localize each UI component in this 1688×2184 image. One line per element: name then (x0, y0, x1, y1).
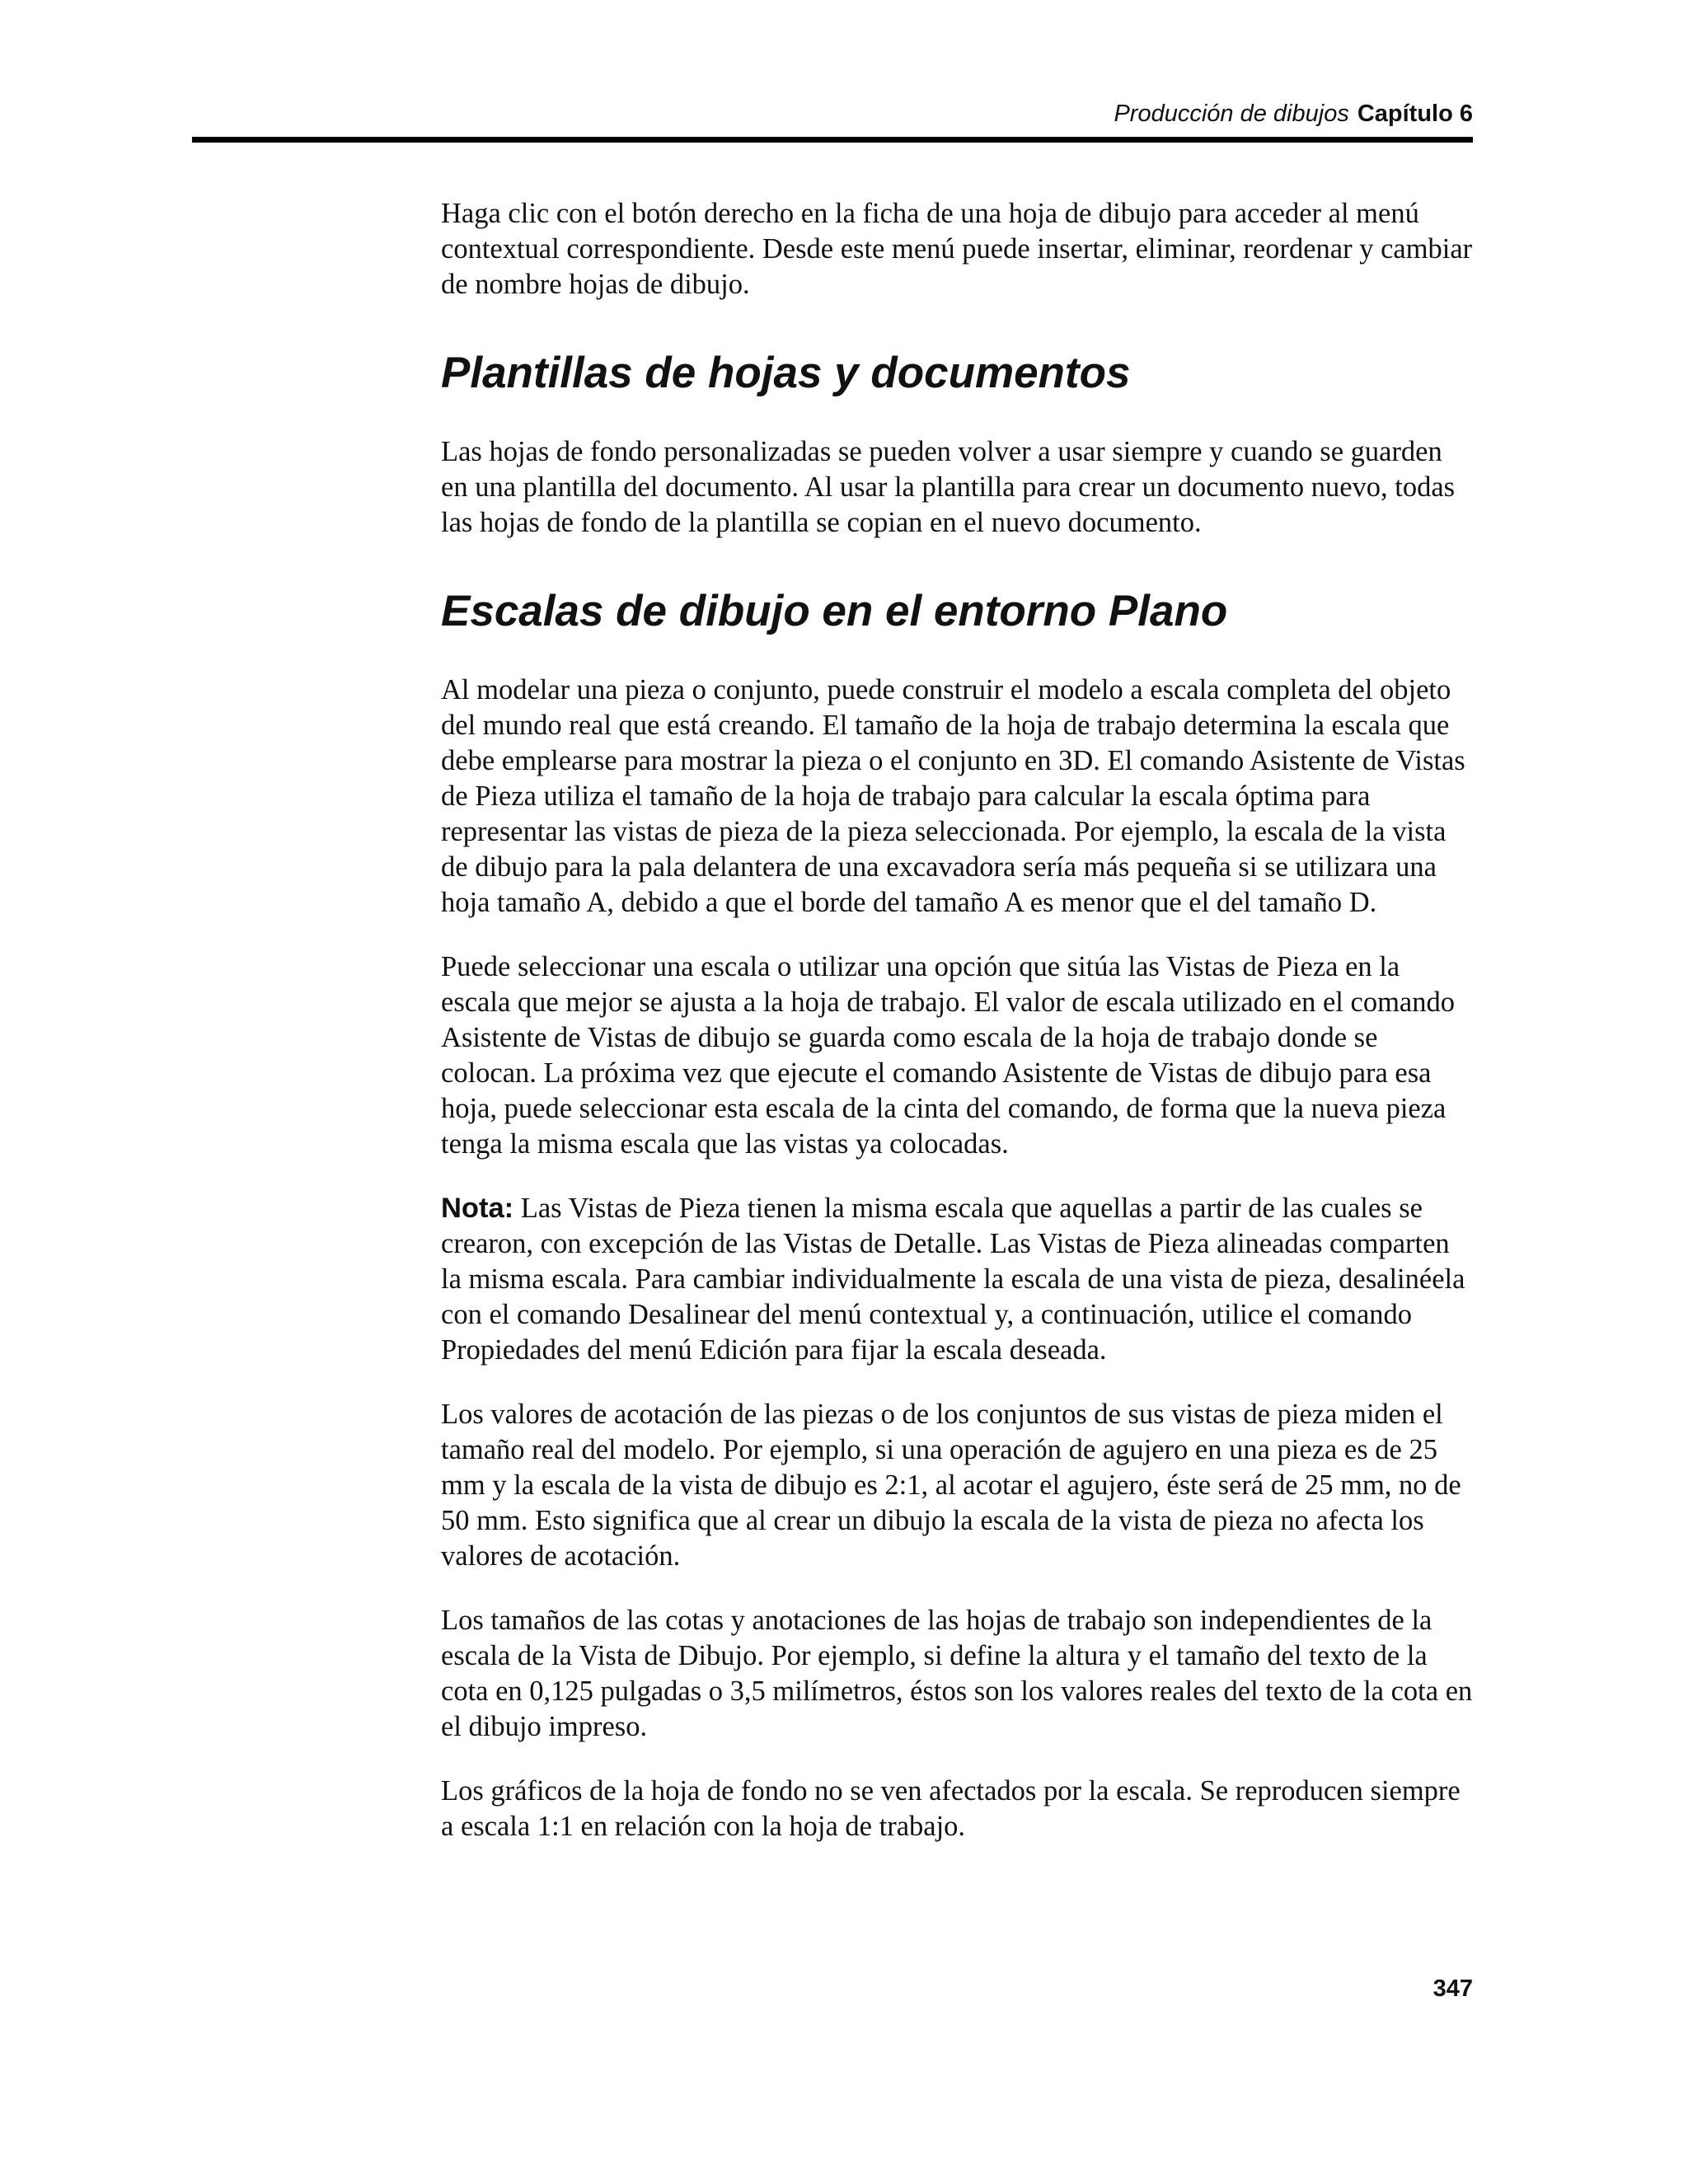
page-body (441, 196, 1473, 1873)
scales-paragraph-4: Los tamaños de las cotas y anotaciones de las hojas de trabajo son independientes de la escala de la Vista de Dibujo. Por ejemplo, si define la altura y el tamaño del texto de la cota en 0,125 pulgadas o 3,5 milímetros, éstos son los valores reales del texto de la cota en el dibujo impreso. (441, 1605, 1473, 1742)
section-heading-scales: Escalas de dibujo en el entorno Plano (441, 587, 1228, 635)
note-text: Las Vistas de Pieza tienen la misma escala que aquellas a partir de las cuales se crearon, con excepción de las Vistas de Detalle. Las Vistas de Pieza alineadas comparten la misma escala. Para cambiar individualmente la escala de una vista de pieza, desalinéela con el comando Desalinear del menú contextual y, a continuación, utilice el comando Propiedades del menú Edición para fijar la escala deseada. (441, 1193, 1465, 1366)
note-label: Nota: (441, 1193, 514, 1224)
note-paragraph (441, 1191, 1473, 1368)
running-header (192, 97, 1473, 140)
header-rule (192, 137, 1473, 143)
scales-paragraph-2: Puede seleccionar una escala o utilizar una opción que sitúa las Vistas de Pieza en la escala que mejor se ajusta a la hoja de trabajo. El valor de escala utilizado en el comando Asistente de Vistas de dibujo se guarda como escala de la hoja de trabajo donde se colocan. La próxima vez que ejecute el comando Asistente de Vistas de dibujo para esa hoja, puede seleccionar esta escala de la cinta del comando, de forma que la nueva pieza tenga la misma escala que las vistas ya colocadas. (441, 951, 1455, 1160)
header-section-title: Producción de dibujos (1114, 101, 1349, 127)
header-chapter-label: Capítulo 6 (1357, 101, 1473, 127)
section-heading-templates: Plantillas de hojas y documentos (441, 349, 1131, 397)
templates-paragraph: Las hojas de fondo personalizadas se pueden volver a usar siempre y cuando se guarden en una plantilla del documento. Al usar la plantilla para crear un documento nuevo, todas las hojas de fondo de la plantilla se copian en el nuevo documento. (441, 436, 1456, 538)
scales-paragraph-3: Los valores de acotación de las piezas o de los conjuntos de sus vistas de pieza miden el tamaño real del modelo. Por ejemplo, si una operación de agujero en una pieza es de 25 mm y la escala de la vista de dibujo es 2:1, al acotar el agujero, éste será de 25 mm, no de 50 mm. Esto significa que al crear un dibujo la escala de la vista de pieza no afecta los valores de acotación. (441, 1399, 1461, 1572)
intro-paragraph: Haga clic con el botón derecho en la ficha de una hoja de dibujo para acceder al menú contextual correspondiente. Desde este menú puede insertar, eliminar, reordenar y cambiar de nombre hojas de dibujo. (441, 198, 1473, 300)
scales-paragraph-1: Al modelar una pieza o conjunto, puede construir el modelo a escala completa del objeto del mundo real que está creando. El tamaño de la hoja de trabajo determina la escala que debe emplearse para mostrar la pieza o el conjunto en 3D. El comando Asistente de Vistas de Pieza utiliza el tamaño de la hoja de trabajo para calcular la escala óptima para representar las vistas de pieza de la pieza seleccionada. Por ejemplo, la escala de la vista de dibujo para la pala delantera de una excavadora sería más pequeña si se utilizara una hoja tamaño A, debido a que el borde del tamaño A es menor que el del tamaño D. (441, 674, 1465, 918)
page-number: 347 (1432, 1975, 1473, 2002)
scales-paragraph-5: Los gráficos de la hoja de fondo no se ven afectados por la escala. Se reproducen siempre a escala 1:1 en relación con la hoja de trabajo. (441, 1775, 1461, 1842)
